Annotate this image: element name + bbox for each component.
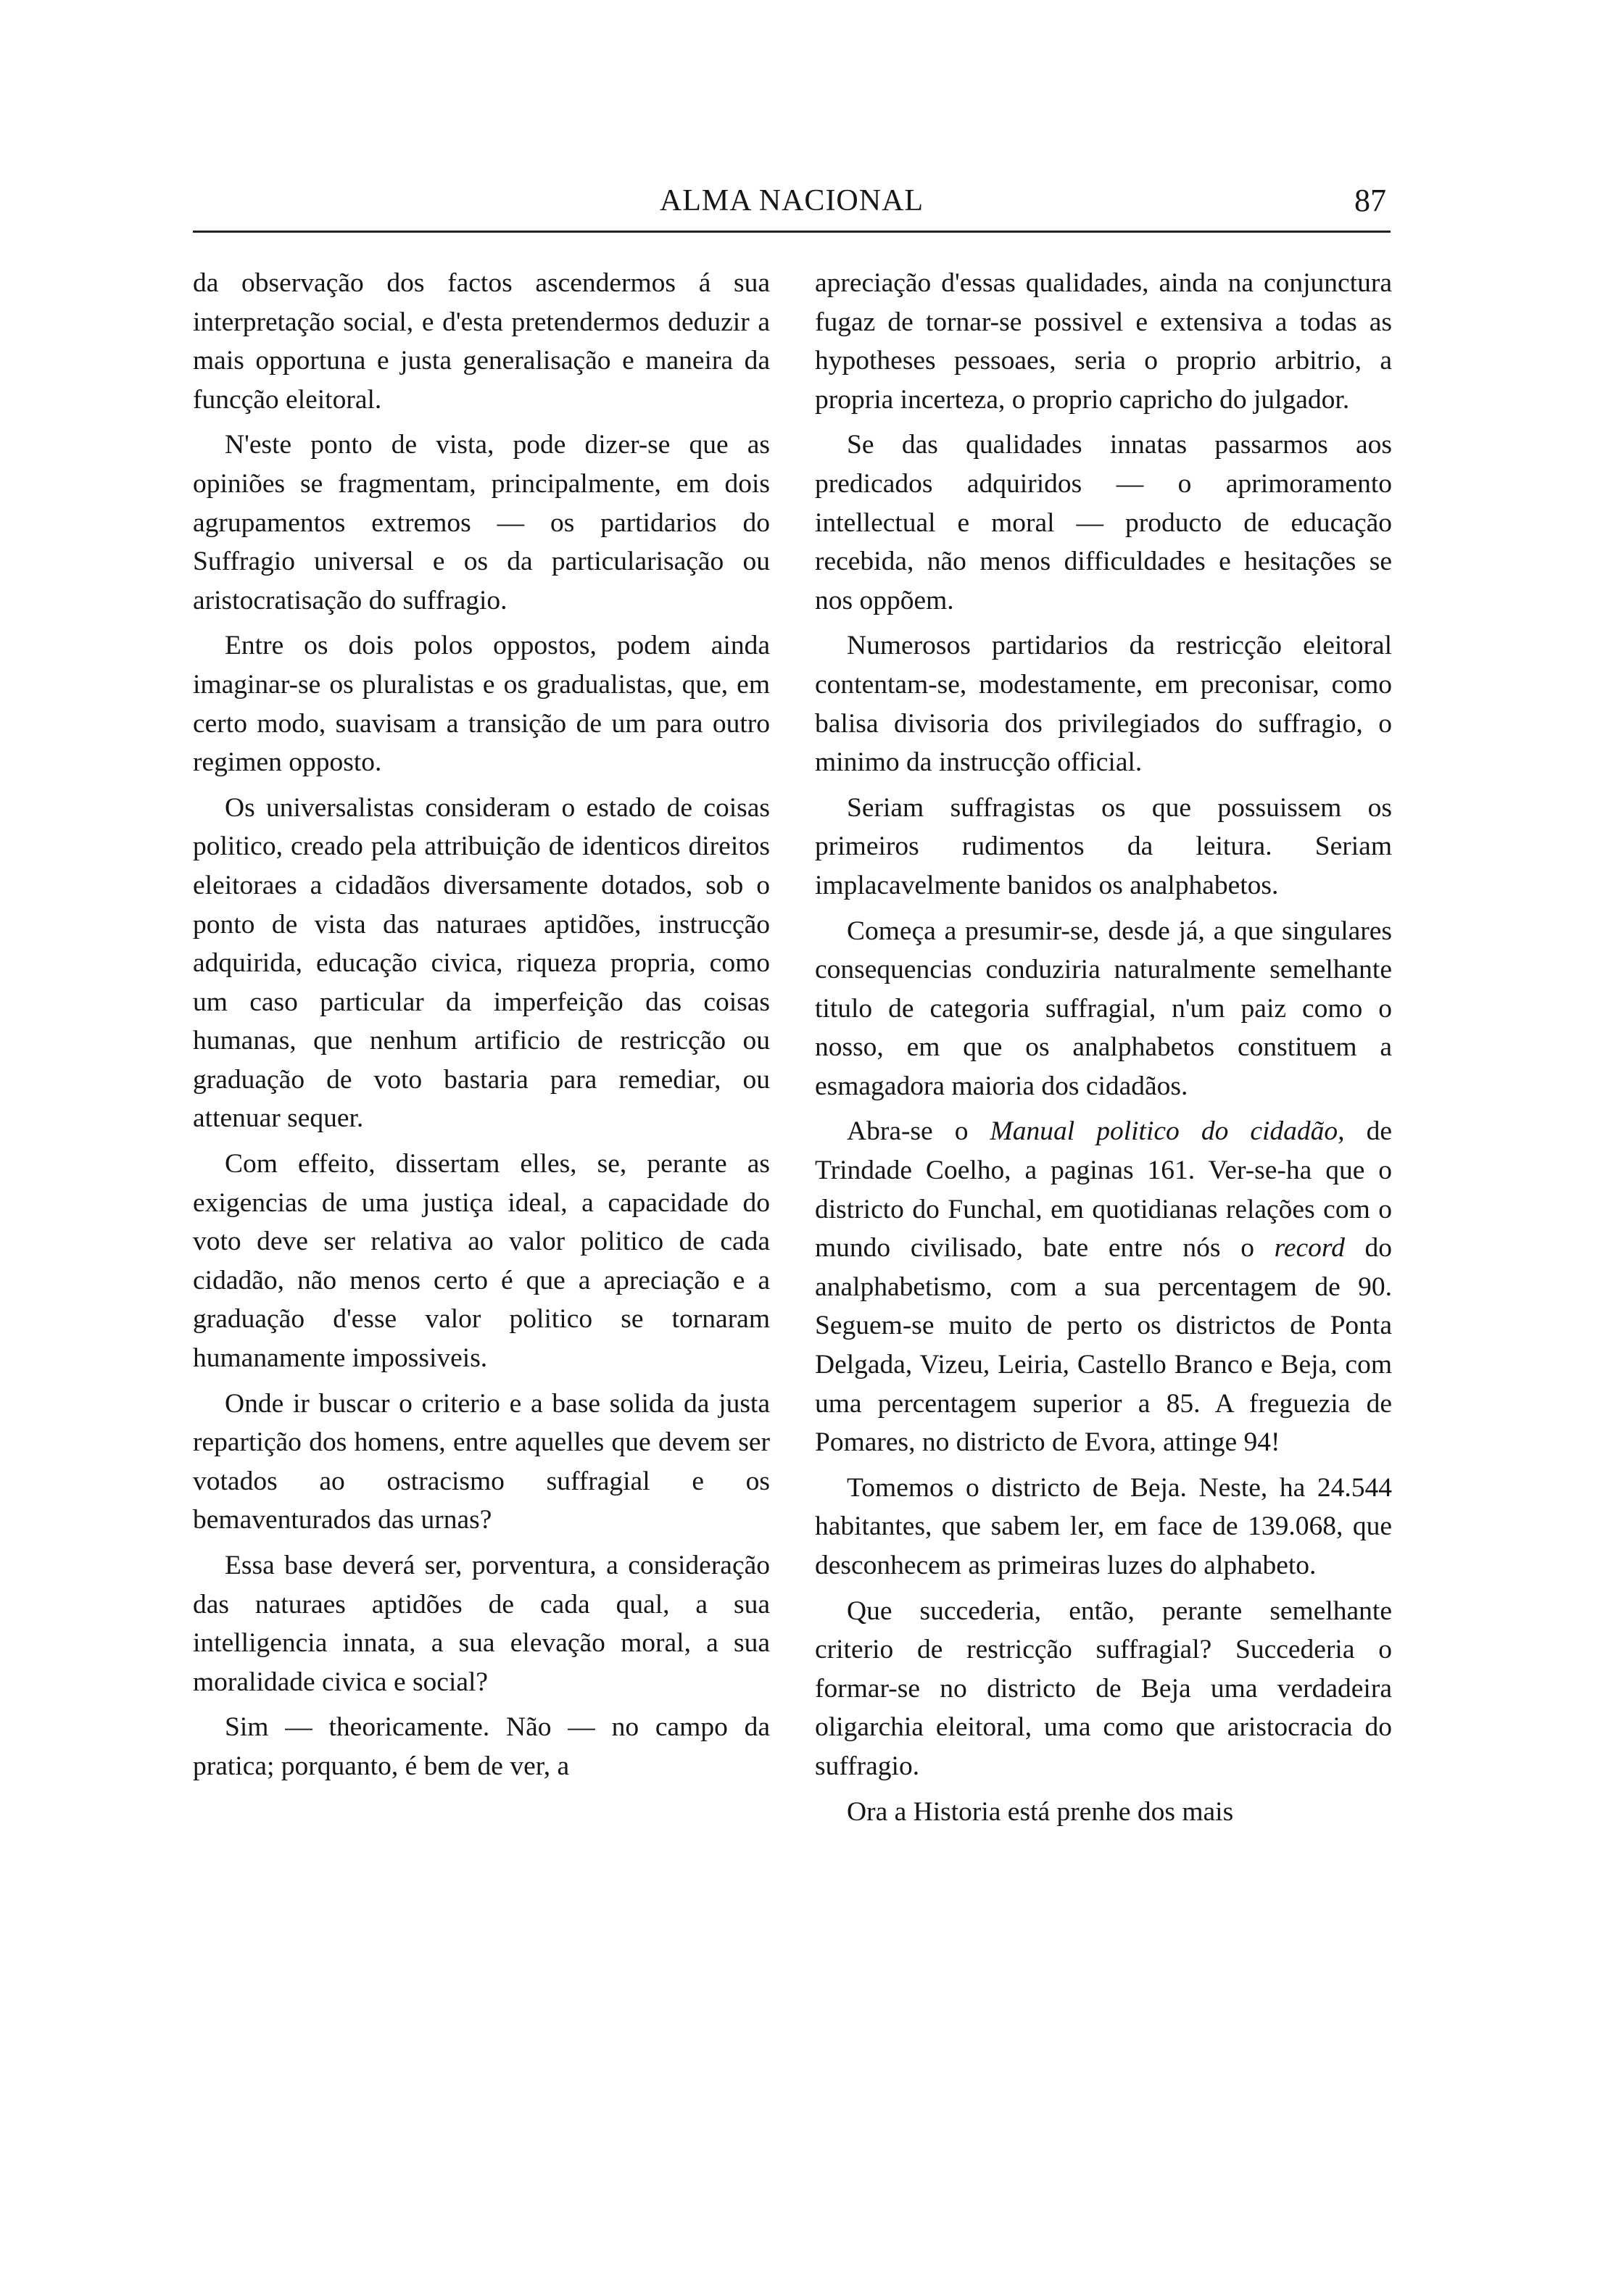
header-rule: [193, 231, 1391, 233]
book-title: Manual politico do cidadão,: [990, 1116, 1345, 1147]
page-number: 87: [1354, 183, 1386, 218]
paragraph: Essa base deverá ser, porventura, a consideração das naturaes aptidões de cada qual, a sua intelligencia innata, a sua elevação moral, a sua moralidade civica e social?: [193, 1551, 770, 1697]
paragraph: Ora a Historia está prenhe dos mais: [847, 1796, 1234, 1827]
paragraph: Numerosos partidarios da restricção eleitoral contentam-se, modestamente, em preconisar, como balisa divisoria dos privilegiados do suffragio, o minimo da instrucção official.: [815, 631, 1392, 778]
paragraph: Os universalistas consideram o estado de coisas politico, creado pela attribuição de identicos direitos eleitoraes a cidadãos diversamente dotados, sob o ponto de vista das naturaes aptidões, instrucção adquirida, educação civica, riqueza propria, como um caso particular da imperfeição das coisas humanas, que nenhum artificio de restricção ou graduação de voto bastaria para remediar, ou attenuar sequer.: [193, 792, 770, 1134]
paragraph: N'este ponto de vista, pode dizer-se que as opiniões se fragmentam, principalmente, em dois agrupamentos extremos — os partidarios do Suffragio universal e os da particularisação ou aristocratisação do suffragio.: [193, 430, 770, 615]
text-span: de Trindade Coelho, a paginas 161. Ver-se-ha que o districto do Funchal, em quotidianas relações com o mundo civilisado, bate entre nós o: [815, 1116, 1392, 1264]
paragraph: Onde ir buscar o criterio e a base solida da justa repartição dos homens, entre aquelles que devem ser votados ao ostracismo suffragial e os bemaventurados das urnas?: [193, 1388, 770, 1535]
left-text-column: [193, 264, 770, 1793]
paragraph: Sim — theoricamente. Não — no campo da pratica; porquanto, é bem de ver, a: [193, 1712, 770, 1781]
text-span: Abra-se o: [847, 1116, 990, 1147]
text-span: do analphabetismo, com a sua percentagem de 90. Seguem-se muito de perto os districtos de Ponta Delgada, Vizeu, Leiria, Castello Branco e Beja, com uma percentagem superior a 85. A freguezia de Pomares, no districto de Evora, attinge 94!: [815, 1233, 1392, 1458]
paragraph: Tomemos o districto de Beja. Neste, ha 24.544 habitantes, que sabem ler, em face de 139.068, que desconhecem as primeiras luzes do alphabeto.: [815, 1472, 1392, 1580]
paragraph-manual: [815, 1112, 1392, 1461]
right-text-column: [815, 264, 1392, 1838]
paragraph: da observação dos factos ascendermos á sua interpretação social, e d'esta pretendermos deduzir a mais opportuna e justa generalisação e maneira da funcção eleitoral.: [193, 268, 770, 415]
paragraph: Que succederia, então, perante semelhante criterio de restricção suffragial? Succederia o formar-se no districto de Beja uma verdadeira oligarchia eleitoral, uma como que aristocracia do suffragio.: [815, 1596, 1392, 1781]
paragraph: Se das qualidades innatas passarmos aos predicados adquiridos — o aprimoramento intellectual e moral — producto de educação recebida, não menos difficuldades e hesitações se nos oppõem.: [815, 430, 1392, 615]
paragraph: Com effeito, dissertam elles, se, perante as exigencias de uma justiça ideal, a capacidade do voto deve ser relativa ao valor politico de cada cidadão, não menos certo é que a apreciação e a graduação d'esse valor politico se tornaram humanamente impossiveis.: [193, 1149, 770, 1374]
italic-word: record: [1274, 1233, 1345, 1264]
page-title: ALMA NACIONAL: [659, 184, 924, 217]
paragraph: Entre os dois polos oppostos, podem ainda imaginar-se os pluralistas e os gradualistas, que, em certo modo, suavisam a transição de um para outro regimen opposto.: [193, 631, 770, 778]
paragraph: Começa a presumir-se, desde já, a que singulares consequencias conduziria naturalmente semelhante titulo de categoria suffragial, n'um paiz como o nosso, em que os analphabetos constituem a esmagadora maioria dos cidadãos.: [815, 916, 1392, 1101]
paragraph: Seriam suffragistas os que possuissem os primeiros rudimentos da leitura. Seriam implacavelmente banidos os analphabetos.: [815, 792, 1392, 900]
paragraph: apreciação d'essas qualidades, ainda na conjunctura fugaz de tornar-se possivel e extensiva a todas as hypotheses pessoaes, seria o proprio arbitrio, a propria incerteza, o proprio capricho do julgador.: [815, 268, 1392, 415]
running-head: [193, 178, 1391, 229]
